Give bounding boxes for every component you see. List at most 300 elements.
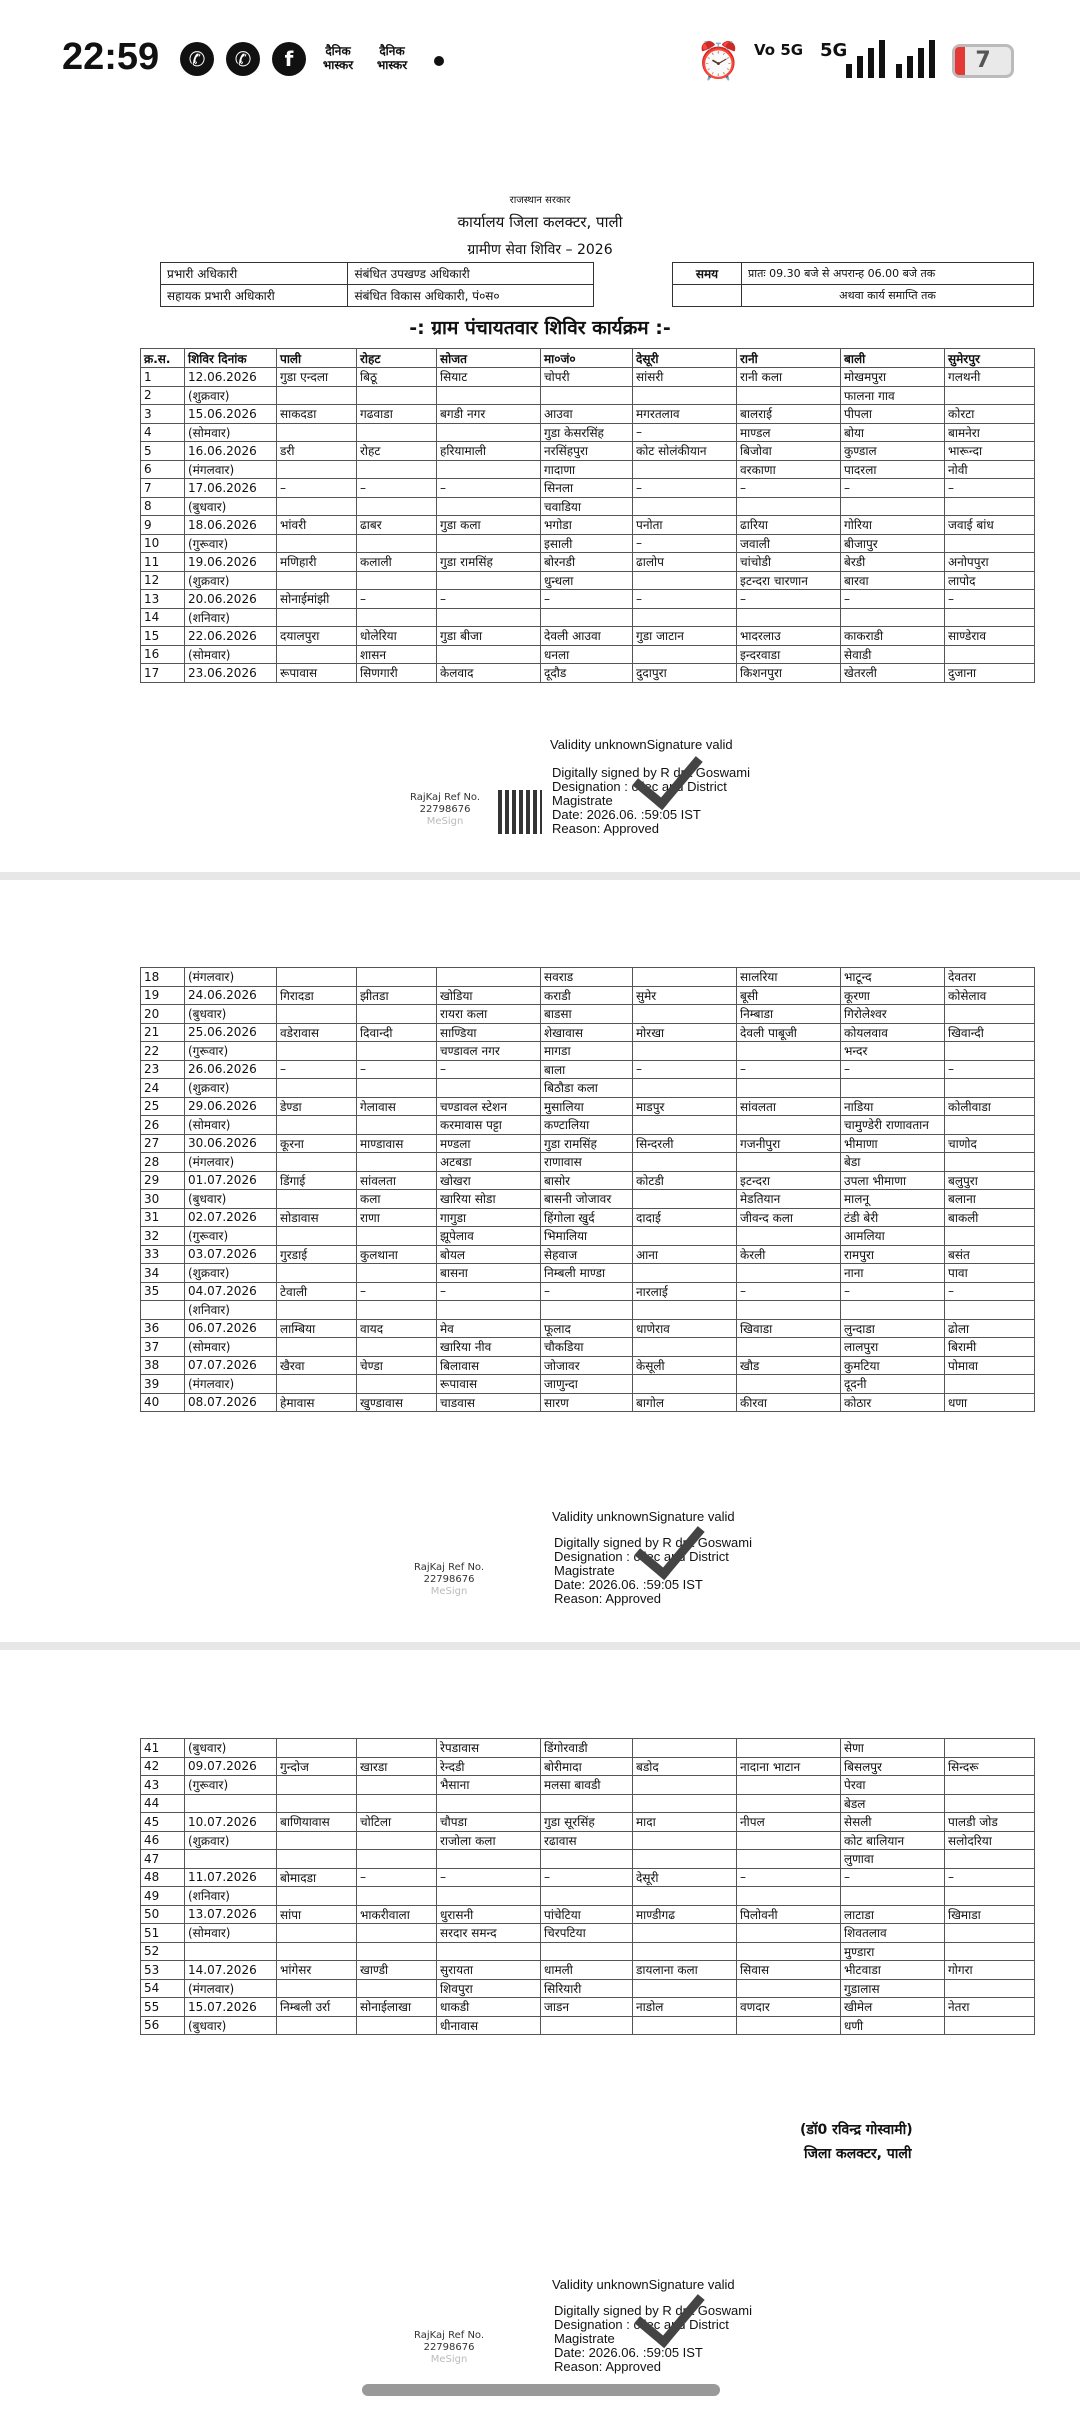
table-row xyxy=(141,405,1035,424)
table-cell: मोखमपुरा xyxy=(841,368,945,387)
table-cell: पावा xyxy=(945,1264,1035,1283)
table-cell: पांचेटिया xyxy=(541,1905,633,1924)
table-row xyxy=(141,1005,1035,1024)
facebook-icon: f xyxy=(272,42,306,76)
table-cell: 34 xyxy=(141,1264,185,1283)
table-cell xyxy=(277,1153,357,1172)
table-cell: उपला भीमाणा xyxy=(841,1171,945,1190)
table-cell: वणदार xyxy=(737,1998,841,2017)
table-row xyxy=(141,1042,1035,1061)
table-cell: देवली पाबूजी xyxy=(737,1023,841,1042)
table-cell xyxy=(633,497,737,516)
whatsapp-icon: ✆ xyxy=(226,42,260,76)
table-cell: दुजाना xyxy=(945,664,1035,683)
table-cell: खुण्डावास xyxy=(357,1393,437,1412)
table-cell xyxy=(945,1079,1035,1098)
table-cell: भारून्दा xyxy=(945,442,1035,461)
table-cell: बिठू xyxy=(357,368,437,387)
table-cell: 6 xyxy=(141,460,185,479)
table-cell: (सोमवार) xyxy=(185,1924,277,1943)
table-cell: साकदडा xyxy=(277,405,357,424)
table-cell: 07.07.2026 xyxy=(185,1356,277,1375)
table-cell: डिंगोरवाडी xyxy=(541,1739,633,1758)
table-cell: 53 xyxy=(141,1961,185,1980)
document-page-3 xyxy=(0,1650,1080,2412)
table-row xyxy=(141,368,1035,387)
table-cell: आउवा xyxy=(541,405,633,424)
table-cell: ढालोप xyxy=(633,553,737,572)
network-type: 5G xyxy=(820,40,848,61)
table-cell xyxy=(633,1776,737,1795)
table-cell: (शुक्रवार) xyxy=(185,1079,277,1098)
table-cell: सोनाईमांझी xyxy=(277,590,357,609)
table-cell: ढारिया xyxy=(737,516,841,535)
table-cell: रढावास xyxy=(541,1831,633,1850)
table-cell: बाडसा xyxy=(541,1005,633,1024)
table-cell: सांसरी xyxy=(633,368,737,387)
table-cell: नाडोल xyxy=(633,1998,737,2017)
table-cell: खारिया नीव xyxy=(437,1338,541,1357)
table-cell: कोट सोलंकीयान xyxy=(633,442,737,461)
table-cell: 7 xyxy=(141,479,185,498)
camp-title: ग्रामीण सेवा शिविर – 2026 xyxy=(467,242,613,258)
table-cell: 27 xyxy=(141,1134,185,1153)
gesture-bar[interactable] xyxy=(362,2384,720,2396)
table-cell: बाकली xyxy=(945,1208,1035,1227)
table-cell xyxy=(945,645,1035,664)
table-cell: कुमटिया xyxy=(841,1356,945,1375)
table-cell: भैसाना xyxy=(437,1776,541,1795)
table-row xyxy=(141,1776,1035,1795)
table-cell: (शुक्रवार) xyxy=(185,1831,277,1850)
table-cell: 43 xyxy=(141,1776,185,1795)
table-row xyxy=(141,1757,1035,1776)
table-row xyxy=(141,1097,1035,1116)
table-cell: 10 xyxy=(141,534,185,553)
table-cell: धुरासनी xyxy=(437,1905,541,1924)
table-cell: – xyxy=(437,1060,541,1079)
table-cell: माण्डल xyxy=(737,423,841,442)
table-cell: बलुपुरा xyxy=(945,1171,1035,1190)
table-cell xyxy=(357,1042,437,1061)
table-cell: पनोता xyxy=(633,516,737,535)
table-cell: 22 xyxy=(141,1042,185,1061)
table-cell: शिवपुरा xyxy=(437,1979,541,1998)
table-cell: फालना गाव xyxy=(841,386,945,405)
table-cell: (सोमवार) xyxy=(185,1116,277,1135)
schedule-table-1 xyxy=(140,348,1035,683)
table-cell: लुणावा xyxy=(841,1850,945,1869)
table-row xyxy=(141,1998,1035,2017)
table-cell xyxy=(357,497,437,516)
table-cell: कराडी xyxy=(541,986,633,1005)
table-cell xyxy=(633,1079,737,1098)
table-cell xyxy=(737,2016,841,2035)
table-cell: कोठार xyxy=(841,1393,945,1412)
table-cell xyxy=(437,386,541,405)
table-cell: बाणियावास xyxy=(277,1813,357,1832)
table-cell: करमावास पट्टा xyxy=(437,1116,541,1135)
table-cell xyxy=(357,1227,437,1246)
table-cell: आमलिया xyxy=(841,1227,945,1246)
table-cell: रायरा कला xyxy=(437,1005,541,1024)
table-cell: निम्बली उर्रा xyxy=(277,1998,357,2017)
table-cell: अटबडा xyxy=(437,1153,541,1172)
table-cell xyxy=(945,1042,1035,1061)
table-cell: गुडालास xyxy=(841,1979,945,1998)
table-cell: भन्दर xyxy=(841,1042,945,1061)
table-cell: इटन्दरा xyxy=(737,1171,841,1190)
table-cell: 04.07.2026 xyxy=(185,1282,277,1301)
table-cell xyxy=(633,2016,737,2035)
table-cell xyxy=(357,608,437,627)
table-cell: बसंत xyxy=(945,1245,1035,1264)
digital-signature: Digitally signed by R dra Goswami Designation : ollec and District Magistrate Date: 2026.06. :59:05 IST Reason: Approved xyxy=(552,765,750,836)
table-cell: धोलेरिया xyxy=(357,627,437,646)
table-cell: 26 xyxy=(141,1116,185,1135)
column-header: क्र.स. xyxy=(141,349,185,368)
table-cell: (मंगलवार) xyxy=(185,1979,277,1998)
table-row xyxy=(141,1245,1035,1264)
battery-icon: 7 xyxy=(952,44,1014,78)
table-cell: साण्डेराव xyxy=(945,627,1035,646)
table-cell: डिंगाई xyxy=(277,1171,357,1190)
table-cell xyxy=(357,1375,437,1394)
table-cell: गुडा सूरसिंह xyxy=(541,1813,633,1832)
table-cell: धीनावास xyxy=(437,2016,541,2035)
table-cell xyxy=(841,1301,945,1320)
table-cell xyxy=(437,645,541,664)
table-cell xyxy=(437,534,541,553)
table-cell xyxy=(357,2016,437,2035)
table-cell: 48 xyxy=(141,1868,185,1887)
signature-validity: Validity unknownSignature valid xyxy=(552,1509,735,1524)
table-row xyxy=(141,2016,1035,2035)
table-cell: सिरियारी xyxy=(541,1979,633,1998)
table-cell: रेन्दडी xyxy=(437,1757,541,1776)
table-cell: 13.07.2026 xyxy=(185,1905,277,1924)
table-cell: सिनला xyxy=(541,479,633,498)
table-cell: दूदौड xyxy=(541,664,633,683)
table-cell: गजनीपुरा xyxy=(737,1134,841,1153)
table-cell xyxy=(357,1264,437,1283)
column-header: शिविर दिनांक xyxy=(185,349,277,368)
table-cell: जवाई बांध xyxy=(945,516,1035,535)
table-cell xyxy=(277,386,357,405)
table-cell xyxy=(437,608,541,627)
table-cell: ढोला xyxy=(945,1319,1035,1338)
table-cell: खेतरली xyxy=(841,664,945,683)
table-cell xyxy=(277,1887,357,1906)
table-cell xyxy=(357,1739,437,1758)
table-cell xyxy=(357,1153,437,1172)
table-cell xyxy=(357,1301,437,1320)
table-cell: सांवलता xyxy=(357,1171,437,1190)
table-cell xyxy=(737,1264,841,1283)
table-row xyxy=(141,1023,1035,1042)
table-cell xyxy=(633,1301,737,1320)
table-cell: गोगरा xyxy=(945,1961,1035,1980)
table-row xyxy=(141,627,1035,646)
table-cell: जवाली xyxy=(737,534,841,553)
table-cell: 52 xyxy=(141,1942,185,1961)
table-cell: इटन्दरा चारणान xyxy=(737,571,841,590)
table-cell: सिणगारी xyxy=(357,664,437,683)
table-cell: (शनिवार) xyxy=(185,608,277,627)
table-cell: चवाडिया xyxy=(541,497,633,516)
table-cell: बोमादडा xyxy=(277,1868,357,1887)
table-cell: 47 xyxy=(141,1850,185,1869)
table-cell: 23.06.2026 xyxy=(185,664,277,683)
table-cell: कीरवा xyxy=(737,1393,841,1412)
table-cell: चौपडा xyxy=(437,1813,541,1832)
table-cell xyxy=(437,1942,541,1961)
table-cell: – xyxy=(945,1282,1035,1301)
table-cell: – xyxy=(541,1868,633,1887)
table-cell: 12.06.2026 xyxy=(185,368,277,387)
table-cell xyxy=(357,968,437,987)
table-cell xyxy=(841,1887,945,1906)
table-cell xyxy=(945,386,1035,405)
table-cell: 22.06.2026 xyxy=(185,627,277,646)
table-cell: 32 xyxy=(141,1227,185,1246)
table-cell: गादाणा xyxy=(541,460,633,479)
table-row xyxy=(141,460,1035,479)
table-cell xyxy=(277,534,357,553)
table-cell: सवराड xyxy=(541,968,633,987)
table-cell xyxy=(633,1739,737,1758)
signal-icon xyxy=(846,38,885,78)
table-cell: जोजावर xyxy=(541,1356,633,1375)
table-cell xyxy=(277,1831,357,1850)
table-cell xyxy=(633,386,737,405)
table-cell xyxy=(437,968,541,987)
table-cell: गेलावास xyxy=(357,1097,437,1116)
table-cell xyxy=(357,571,437,590)
table-cell: गुरडाई xyxy=(277,1245,357,1264)
table-cell xyxy=(945,1153,1035,1172)
table-cell: बिसलपुर xyxy=(841,1757,945,1776)
table-row xyxy=(141,1319,1035,1338)
table-cell: – xyxy=(841,1868,945,1887)
table-cell: चामुण्डेरी राणावतान xyxy=(841,1116,945,1135)
table-cell: कोट बालियान xyxy=(841,1831,945,1850)
table-cell xyxy=(633,1190,737,1209)
table-cell: केसूली xyxy=(633,1356,737,1375)
table-cell: शेखावास xyxy=(541,1023,633,1042)
table-cell: लुन्दाडा xyxy=(841,1319,945,1338)
table-cell xyxy=(737,608,841,627)
table-cell: सेहवाज xyxy=(541,1245,633,1264)
table-cell xyxy=(633,1942,737,1961)
table-cell: नाना xyxy=(841,1264,945,1283)
officer-table: प्रभारी अधिकारी संबंधित उपखण्ड अधिकारी सहायक प्रभारी अधिकारी संबंधित विकास अधिकारी, पं०स० xyxy=(160,262,594,307)
table-cell: 15.06.2026 xyxy=(185,405,277,424)
table-cell: 44 xyxy=(141,1794,185,1813)
table-cell: वायद xyxy=(357,1319,437,1338)
table-cell: – xyxy=(841,1060,945,1079)
table-cell: भाटून्द xyxy=(841,968,945,987)
table-cell xyxy=(633,1794,737,1813)
table-row xyxy=(141,1868,1035,1887)
table-cell: राणा xyxy=(357,1208,437,1227)
table-cell xyxy=(185,1850,277,1869)
table-cell: बगडी नगर xyxy=(437,405,541,424)
table-cell: (गुरूवार) xyxy=(185,534,277,553)
table-cell: 18 xyxy=(141,968,185,987)
table-cell: दादाई xyxy=(633,1208,737,1227)
bhaskar-icon-2: दैनिक भास्कर xyxy=(376,44,408,72)
table-cell: 20.06.2026 xyxy=(185,590,277,609)
table-cell xyxy=(277,645,357,664)
table-cell: – xyxy=(437,479,541,498)
table-cell xyxy=(633,571,737,590)
table-cell: काकराडी xyxy=(841,627,945,646)
table-cell: 25.06.2026 xyxy=(185,1023,277,1042)
table-cell xyxy=(945,1116,1035,1135)
table-row xyxy=(141,1813,1035,1832)
table-cell xyxy=(737,1375,841,1394)
table-header-row xyxy=(141,349,1035,368)
table-row xyxy=(141,553,1035,572)
digital-signature: Digitally signed by R dra Goswami Designation : ollec and District Magistrate Date: 2026.06. :59:05 IST Reason: Approved xyxy=(554,1535,752,1606)
table-cell: सेणा xyxy=(841,1739,945,1758)
table-cell xyxy=(633,460,737,479)
table-cell xyxy=(737,1831,841,1850)
table-cell: टेवाली xyxy=(277,1282,357,1301)
table-cell xyxy=(633,1264,737,1283)
table-row xyxy=(141,1961,1035,1980)
table-cell: – xyxy=(841,590,945,609)
table-cell: दिवान्दी xyxy=(357,1023,437,1042)
table-cell: 9 xyxy=(141,516,185,535)
table-cell: 31 xyxy=(141,1208,185,1227)
table-cell xyxy=(633,1005,737,1024)
table-row xyxy=(141,571,1035,590)
table-cell: 06.07.2026 xyxy=(185,1319,277,1338)
table-cell: (सोमवार) xyxy=(185,645,277,664)
status-bar xyxy=(0,0,1080,120)
table-cell: चोटिला xyxy=(357,1813,437,1832)
table-cell xyxy=(437,1079,541,1098)
table-cell: हेमावास xyxy=(277,1393,357,1412)
table-row xyxy=(141,1905,1035,1924)
table-row xyxy=(141,1190,1035,1209)
table-row xyxy=(141,645,1035,664)
table-cell: बोरीमादा xyxy=(541,1757,633,1776)
table-cell xyxy=(357,1924,437,1943)
table-cell: 25 xyxy=(141,1097,185,1116)
table-cell: (बुधवार) xyxy=(185,497,277,516)
table-cell xyxy=(737,1227,841,1246)
table-cell xyxy=(277,1116,357,1135)
table-cell xyxy=(541,1301,633,1320)
gov-header: राजस्थान सरकार xyxy=(509,195,571,206)
table-cell: गुडा केसरसिंह xyxy=(541,423,633,442)
table-cell: 09.07.2026 xyxy=(185,1757,277,1776)
table-row xyxy=(141,1375,1035,1394)
table-cell xyxy=(945,1794,1035,1813)
table-cell: 19 xyxy=(141,986,185,1005)
table-cell: देवतरा xyxy=(945,968,1035,987)
table-cell: बडोद xyxy=(633,1757,737,1776)
table-cell: – xyxy=(541,1282,633,1301)
table-cell: नरसिंहपुरा xyxy=(541,442,633,461)
table-cell: लाटाडा xyxy=(841,1905,945,1924)
table-cell: 14.07.2026 xyxy=(185,1961,277,1980)
table-row xyxy=(141,516,1035,535)
table-cell: चण्डावल स्टेशन xyxy=(437,1097,541,1116)
table-cell xyxy=(633,1338,737,1357)
table-cell: रामपुरा xyxy=(841,1245,945,1264)
table-cell: गागुडा xyxy=(437,1208,541,1227)
table-cell xyxy=(437,1850,541,1869)
table-cell xyxy=(357,1887,437,1906)
table-cell: 49 xyxy=(141,1887,185,1906)
table-cell xyxy=(841,1079,945,1098)
table-cell: बूसी xyxy=(737,986,841,1005)
table-cell: – xyxy=(633,479,737,498)
document-page-1 xyxy=(0,120,1080,872)
table-cell xyxy=(437,1794,541,1813)
table-cell: नारलाई xyxy=(633,1282,737,1301)
table-cell: पादरला xyxy=(841,460,945,479)
table-cell: मेडतियान xyxy=(737,1190,841,1209)
table-cell xyxy=(737,1116,841,1135)
table-cell: चौकडिया xyxy=(541,1338,633,1357)
table-cell: नीपल xyxy=(737,1813,841,1832)
table-cell xyxy=(945,2016,1035,2035)
table-cell: बोया xyxy=(841,423,945,442)
table-cell xyxy=(277,1079,357,1098)
column-header: मा०जं० xyxy=(541,349,633,368)
table-cell: 33 xyxy=(141,1245,185,1264)
table-cell: बलाना xyxy=(945,1190,1035,1209)
table-cell: (बुधवार) xyxy=(185,1739,277,1758)
table-cell xyxy=(945,1850,1035,1869)
digital-signature: Digitally signed by R dra Goswami Designation : ollec and District Magistrate Date: 2026.06. :59:05 IST Reason: Approved xyxy=(554,2303,752,2374)
table-cell: – xyxy=(737,1060,841,1079)
table-row xyxy=(141,1850,1035,1869)
table-cell: शिवतलाव xyxy=(841,1924,945,1943)
table-cell: बोरनडी xyxy=(541,553,633,572)
table-cell: 56 xyxy=(141,2016,185,2035)
column-header: बाली xyxy=(841,349,945,368)
table-cell xyxy=(737,1739,841,1758)
table-cell: 55 xyxy=(141,1998,185,2017)
table-cell xyxy=(277,608,357,627)
table-row xyxy=(141,479,1035,498)
table-cell: सरदार समन्द xyxy=(437,1924,541,1943)
table-cell: 50 xyxy=(141,1905,185,1924)
table-cell xyxy=(737,1942,841,1961)
table-cell: कूरना xyxy=(277,1134,357,1153)
table-cell: कूरणा xyxy=(841,986,945,1005)
table-cell xyxy=(737,1042,841,1061)
table-cell: (मंगलवार) xyxy=(185,460,277,479)
table-cell: (मंगलवार) xyxy=(185,1153,277,1172)
table-row xyxy=(141,1979,1035,1998)
table-row xyxy=(141,1227,1035,1246)
table-row xyxy=(141,1171,1035,1190)
ref-number: RajKaj Ref No. 22798676 MeSign xyxy=(410,792,481,827)
table-cell xyxy=(437,460,541,479)
table-cell xyxy=(437,1301,541,1320)
table-cell: (सोमवार) xyxy=(185,1338,277,1357)
table-cell: 42 xyxy=(141,1757,185,1776)
table-cell: – xyxy=(633,590,737,609)
table-cell: – xyxy=(633,1060,737,1079)
